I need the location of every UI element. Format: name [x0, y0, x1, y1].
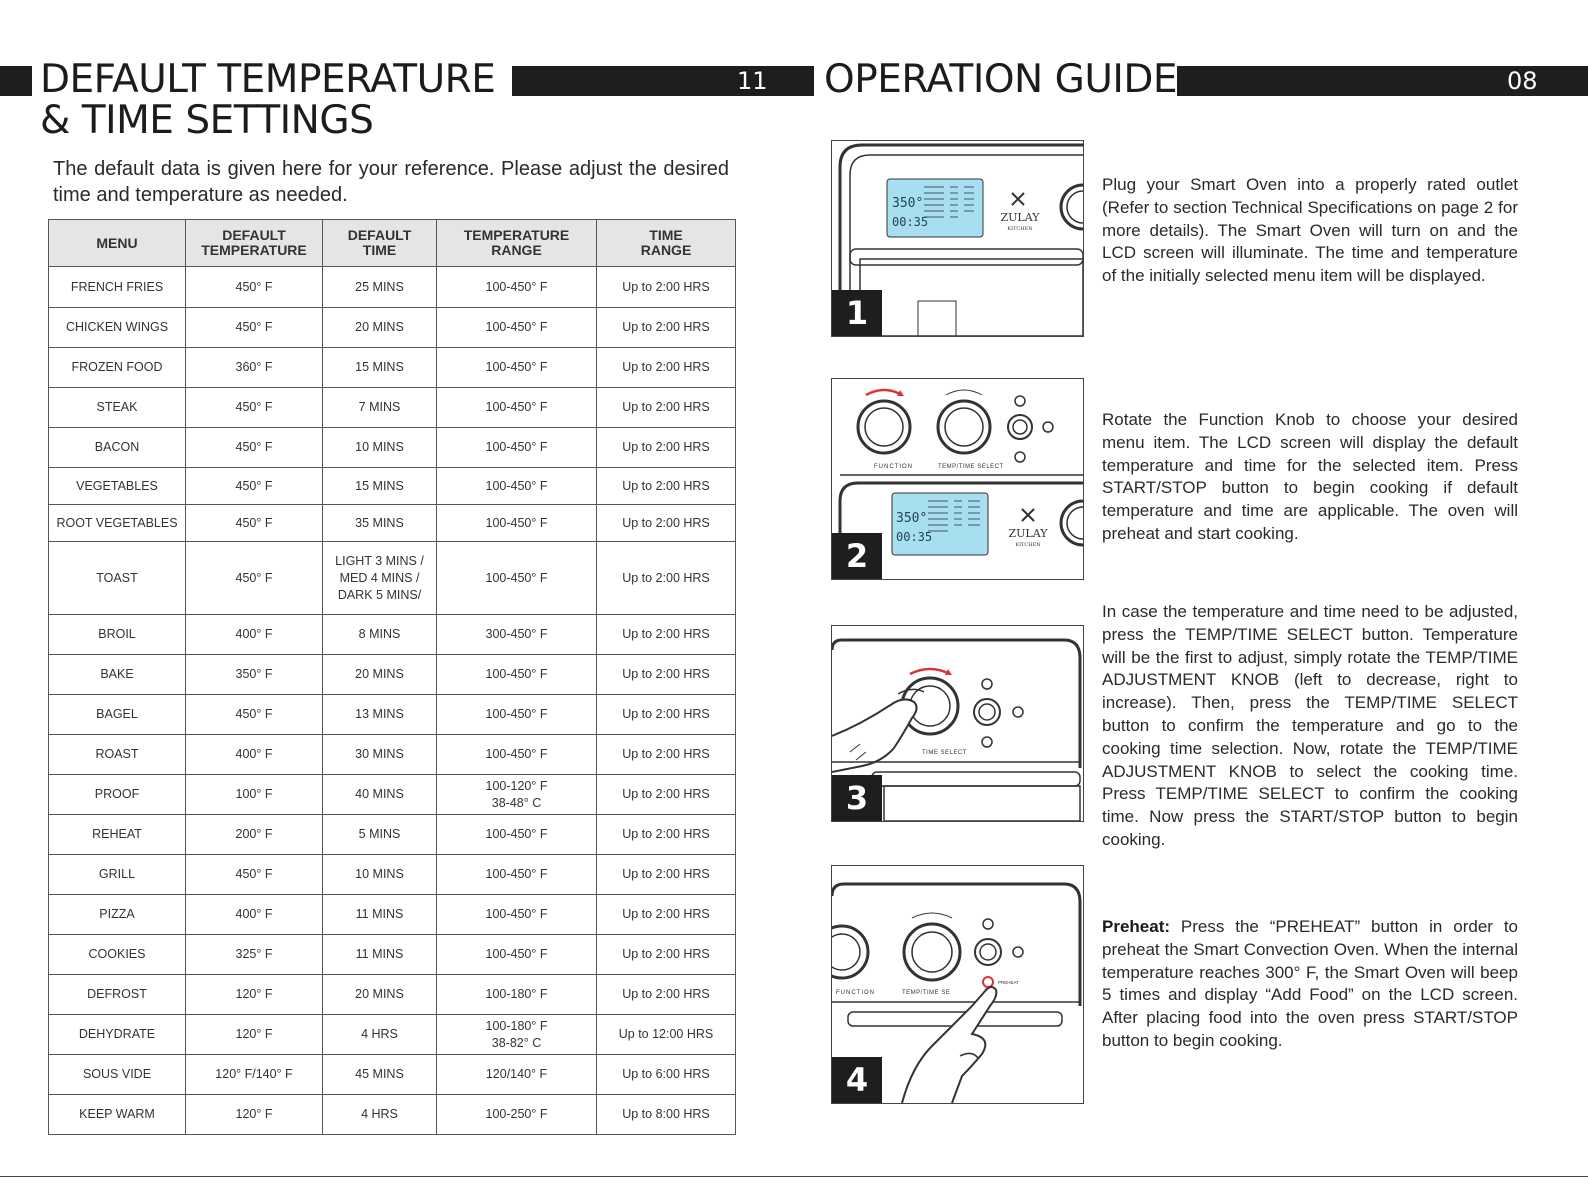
- label-function: FUNCTION: [874, 464, 913, 470]
- cell-line: Up to 2:00 HRS: [622, 667, 710, 681]
- table-cell: [186, 855, 323, 895]
- table-cell: [49, 1095, 186, 1135]
- table-cell: [597, 975, 736, 1015]
- cell-line: 100-450° F: [485, 360, 548, 374]
- cell-line: Up to 2:00 HRS: [622, 747, 710, 761]
- brand-logo: ZULAY: [1000, 211, 1040, 224]
- table-row: [49, 695, 736, 735]
- cell-line: BAGEL: [96, 707, 138, 721]
- table-cell: [323, 815, 437, 855]
- table-row: [49, 775, 736, 815]
- label-temp-time-4: TEMP/TIME SE: [902, 990, 951, 996]
- table-row: [49, 655, 736, 695]
- cell-line: ROOT VEGETABLES: [56, 515, 178, 530]
- cell-line: COOKIES: [88, 947, 146, 961]
- page-bottom-rule: [0, 1176, 1588, 1177]
- cell-line: DEHYDRATE: [78, 1027, 156, 1041]
- table-cell: [49, 935, 186, 975]
- table-cell: [186, 388, 323, 428]
- table-cell: [323, 542, 437, 615]
- step-3-image: [831, 625, 1084, 822]
- cell-line: 45 MINS: [355, 1067, 404, 1081]
- cell-line: 100-450° F: [485, 400, 548, 414]
- step-1-image: [831, 140, 1084, 337]
- table-row: [49, 267, 736, 308]
- table-cell: [597, 855, 736, 895]
- table-cell: [186, 267, 323, 308]
- cell-line: 450° F: [235, 440, 273, 454]
- table-cell: [597, 1095, 736, 1135]
- cell-line: 15 MINS: [355, 360, 404, 374]
- table-cell: [437, 542, 597, 615]
- table-row: [49, 935, 736, 975]
- table-cell: [597, 348, 736, 388]
- table-cell: [323, 505, 437, 542]
- cell-line: LIGHT 3 MINS /: [335, 553, 424, 568]
- table-row: [49, 542, 736, 615]
- cell-line: MED 4 MINS /: [339, 570, 420, 585]
- cell-line: Up to 2:00 HRS: [622, 867, 710, 881]
- cell-line: Up to 2:00 HRS: [622, 907, 710, 921]
- table-cell: [186, 775, 323, 815]
- table-row: [49, 615, 736, 655]
- step-3-number: 3: [832, 775, 882, 821]
- table-cell: [437, 1095, 597, 1135]
- table-cell: [186, 735, 323, 775]
- cell-line: 15 MINS: [355, 478, 404, 493]
- table-cell: [323, 1015, 437, 1055]
- table-cell: [49, 895, 186, 935]
- column-header-line: TIME: [362, 242, 397, 258]
- cell-line: 11 MINS: [355, 907, 404, 921]
- table-cell: [597, 428, 736, 468]
- table-cell: [186, 895, 323, 935]
- cell-line: BACON: [94, 440, 140, 454]
- step-1-text: Plug your Smart Oven into a properly rated outlet (Refer to section Technical Specifications on page 2 for more details). The Smart Oven will turn on and the LCD screen will illuminate. The time and temperature of the initially selected menu item will be displayed.: [1102, 175, 1518, 286]
- brand-logo-sub: KITCHEN: [1007, 226, 1033, 232]
- table-cell: [49, 505, 186, 542]
- cell-line: 100-450° F: [485, 707, 548, 721]
- cell-line: 100-450° F: [485, 478, 548, 493]
- cell-line: 120° F: [235, 1107, 273, 1121]
- table-cell: [323, 935, 437, 975]
- table-cell: [186, 505, 323, 542]
- table-cell: [437, 1015, 597, 1055]
- left-page-number: 11: [737, 67, 768, 95]
- brand-logo-sub-2: KITCHEN: [1015, 542, 1041, 548]
- table-cell: [437, 895, 597, 935]
- table-cell: [437, 775, 597, 815]
- table-cell: [186, 615, 323, 655]
- step-1-number: 1: [832, 290, 882, 336]
- right-title-bar: [1177, 66, 1588, 96]
- table-cell: [323, 735, 437, 775]
- cell-line: 20 MINS: [355, 667, 404, 681]
- cell-line: 120° F/140° F: [215, 1067, 293, 1081]
- table-cell: [49, 308, 186, 348]
- cell-line: BAKE: [100, 667, 134, 681]
- table-row: [49, 308, 736, 348]
- lcd-temp-2: 350°: [896, 511, 928, 526]
- table-cell: [597, 735, 736, 775]
- table-cell: [323, 348, 437, 388]
- lcd-time-2: 00:35: [896, 530, 933, 544]
- step-2-text: Rotate the Function Knob to choose your desired menu item. The LCD screen will display the default temperature and time for the selected item. Press START/STOP button to begin cooking if default temperature and time are applicable. The oven will preheat and start cooking.: [1102, 410, 1518, 543]
- label-function-4: FUNCTION: [836, 990, 875, 996]
- cell-line: Up to 2:00 HRS: [622, 360, 710, 374]
- table-cell: [186, 1095, 323, 1135]
- step-4-body: Press the “PREHEAT” button in order to preheat the Smart Convection Oven. When the internal temperature reaches 300° F, the Smart Oven will beep 5 times and display “Add Food” on the LCD screen. After placing food into the oven press START/STOP button to begin cooking.: [1102, 917, 1518, 1050]
- table-cell: [437, 855, 597, 895]
- step-4-text: [1102, 916, 1518, 1053]
- cell-line: 450° F: [235, 320, 273, 334]
- table-cell: [49, 428, 186, 468]
- table-cell: [597, 468, 736, 505]
- right-page-number: 08: [1507, 67, 1538, 95]
- column-header-line: DEFAULT: [222, 227, 286, 243]
- table-cell: [437, 428, 597, 468]
- column-header-line: TEMPERATURE: [201, 242, 307, 258]
- table-cell: [49, 1015, 186, 1055]
- cell-line: Up to 2:00 HRS: [622, 440, 710, 454]
- table-row: [49, 505, 736, 542]
- step-4-image: [831, 865, 1084, 1104]
- table-cell: [186, 308, 323, 348]
- cell-line: BROIL: [98, 627, 136, 641]
- table-row: [49, 815, 736, 855]
- cell-line: 450° F: [235, 707, 273, 721]
- default-settings-table: [48, 219, 736, 1135]
- table-row: [49, 735, 736, 775]
- table-row: [49, 855, 736, 895]
- table-cell: [437, 615, 597, 655]
- cell-line: Up to 2:00 HRS: [622, 320, 710, 334]
- table-cell: [49, 348, 186, 388]
- right-title: OPERATION GUIDE: [824, 57, 1178, 102]
- cell-line: 350° F: [235, 667, 273, 681]
- table-cell: [437, 505, 597, 542]
- cell-line: 40 MINS: [355, 787, 404, 801]
- cell-line: 120° F: [235, 987, 273, 1001]
- cell-line: 100-120° F: [485, 778, 548, 793]
- cell-line: Up to 2:00 HRS: [622, 947, 710, 961]
- cell-line: PIZZA: [99, 907, 135, 921]
- table-cell: [49, 855, 186, 895]
- table-cell: [49, 695, 186, 735]
- column-header: [186, 220, 323, 267]
- cell-line: 38-82° C: [491, 1035, 542, 1050]
- cell-line: Up to 2:00 HRS: [622, 987, 710, 1001]
- table-row: [49, 388, 736, 428]
- cell-line: 4 HRS: [361, 1027, 398, 1041]
- cell-line: 450° F: [235, 279, 273, 294]
- cell-line: Up to 2:00 HRS: [622, 570, 710, 585]
- table-cell: [597, 655, 736, 695]
- column-header-line: RANGE: [491, 242, 542, 258]
- cell-line: Up to 8:00 HRS: [622, 1107, 710, 1121]
- column-header: [437, 220, 597, 267]
- table-cell: [186, 348, 323, 388]
- cell-line: 38-48° C: [491, 795, 542, 810]
- table-cell: [49, 1055, 186, 1095]
- cell-line: 4 HRS: [361, 1107, 398, 1121]
- column-header-line: TIME: [649, 227, 683, 243]
- step-4-bold-label: Preheat:: [1102, 917, 1171, 936]
- table-cell: [323, 775, 437, 815]
- table-cell: [323, 655, 437, 695]
- table-cell: [49, 735, 186, 775]
- table-cell: [323, 267, 437, 308]
- table-cell: [437, 1055, 597, 1095]
- cell-line: 100-450° F: [485, 570, 548, 585]
- cell-line: 100-180° F: [485, 1018, 548, 1033]
- cell-line: 360° F: [235, 360, 273, 374]
- table-cell: [186, 468, 323, 505]
- cell-line: 100-450° F: [485, 947, 548, 961]
- cell-line: Up to 2:00 HRS: [622, 627, 710, 641]
- table-cell: [49, 468, 186, 505]
- cell-line: Up to 12:00 HRS: [618, 1027, 714, 1041]
- table-cell: [437, 308, 597, 348]
- table-cell: [597, 1055, 736, 1095]
- table-cell: [49, 542, 186, 615]
- table-cell: [186, 542, 323, 615]
- table-cell: [597, 815, 736, 855]
- intro-paragraph: The default data is given here for your reference. Please adjust the desired time and temperature as needed.: [53, 158, 729, 206]
- table-cell: [437, 655, 597, 695]
- cell-line: Up to 2:00 HRS: [622, 515, 710, 530]
- table-cell: [597, 505, 736, 542]
- label-preheat: PREHEAT: [998, 980, 1019, 985]
- table-cell: [186, 655, 323, 695]
- step-4-number: 4: [832, 1057, 882, 1103]
- table-cell: [186, 695, 323, 735]
- cell-line: Up to 2:00 HRS: [622, 400, 710, 414]
- table-cell: [597, 615, 736, 655]
- table-row: [49, 975, 736, 1015]
- table-cell: [437, 388, 597, 428]
- table-cell: [323, 855, 437, 895]
- cell-line: KEEP WARM: [79, 1107, 155, 1121]
- cell-line: 100-180° F: [485, 987, 548, 1001]
- table-header-row: [49, 220, 736, 267]
- left-title-bar-stub: [0, 66, 32, 96]
- left-title-line-2: & TIME SETTINGS: [40, 98, 374, 143]
- column-header-line: DEFAULT: [347, 227, 412, 243]
- table-cell: [323, 468, 437, 505]
- table-cell: [437, 735, 597, 775]
- brand-logo-2: ZULAY: [1008, 527, 1048, 540]
- cell-line: 100-450° F: [485, 320, 548, 334]
- cell-line: 200° F: [235, 827, 273, 841]
- cell-line: 450° F: [235, 570, 273, 585]
- table-cell: [186, 935, 323, 975]
- cell-line: CHICKEN WINGS: [65, 320, 169, 334]
- table-cell: [597, 308, 736, 348]
- column-header: [597, 220, 736, 267]
- table-cell: [323, 308, 437, 348]
- table-row: [49, 1055, 736, 1095]
- cell-line: 400° F: [235, 627, 273, 641]
- cell-line: 100-450° F: [485, 667, 548, 681]
- table-cell: [323, 1055, 437, 1095]
- step-3-text: In case the temperature and time need to be adjusted, press the TEMP/TIME SELECT button. Temperature will be the first to adjust, simply rotate the TEMP/TIME ADJUSTMENT KNOB (left to decrease, right to increase). Then, press the TEMP/TIME SELECT button to confirm the temperature and go to the cooking time selection. Now, rotate the TEMP/TIME ADJUSTMENT KNOB to select the cooking time. Press TEMP/TIME SELECT to confirm the cooking time. Now press the START/STOP button to begin cooking.: [1102, 602, 1518, 849]
- cell-line: Up to 2:00 HRS: [622, 787, 710, 801]
- cell-line: ROAST: [95, 747, 139, 761]
- step-2-image: [831, 378, 1084, 580]
- cell-line: 120° F: [235, 1027, 273, 1041]
- step-2-number: 2: [832, 533, 882, 579]
- cell-line: DARK 5 MINS/: [337, 587, 422, 602]
- table-cell: [49, 655, 186, 695]
- cell-line: 400° F: [235, 907, 273, 921]
- table-cell: [323, 975, 437, 1015]
- table-row: [49, 1015, 736, 1055]
- cell-line: 120/140° F: [485, 1067, 548, 1081]
- label-time-select: TIME SELECT: [922, 750, 967, 756]
- cell-line: Up to 6:00 HRS: [622, 1067, 710, 1081]
- left-title-line-1: DEFAULT TEMPERATURE: [40, 57, 496, 102]
- table-cell: [49, 267, 186, 308]
- cell-line: VEGETABLES: [76, 478, 158, 493]
- table-header: [49, 220, 736, 267]
- table-cell: [323, 1095, 437, 1135]
- cell-line: SOUS VIDE: [82, 1067, 152, 1081]
- cell-line: 100-450° F: [485, 827, 548, 841]
- cell-line: DEFROST: [87, 987, 147, 1001]
- table-cell: [323, 388, 437, 428]
- table-cell: [49, 975, 186, 1015]
- column-header: [49, 220, 186, 267]
- cell-line: REHEAT: [92, 827, 142, 841]
- table-cell: [437, 975, 597, 1015]
- column-header: [323, 220, 437, 267]
- cell-line: FRENCH FRIES: [70, 279, 164, 294]
- table-cell: [323, 895, 437, 935]
- cell-line: 10 MINS: [355, 867, 404, 881]
- table-row: [49, 468, 736, 505]
- table-cell: [49, 775, 186, 815]
- table-row: [49, 895, 736, 935]
- label-temp-time-select: TEMP/TIME SELECT: [938, 464, 1004, 470]
- table-cell: [323, 695, 437, 735]
- table-cell: [437, 935, 597, 975]
- cell-line: 450° F: [235, 478, 273, 493]
- table-row: [49, 348, 736, 388]
- cell-line: 100° F: [235, 787, 273, 801]
- cell-line: 20 MINS: [355, 320, 404, 334]
- cell-line: 10 MINS: [355, 440, 404, 454]
- cell-line: 450° F: [235, 400, 273, 414]
- cell-line: 100-450° F: [485, 907, 548, 921]
- table-cell: [437, 815, 597, 855]
- table-cell: [186, 428, 323, 468]
- cell-line: 450° F: [235, 867, 273, 881]
- table-cell: [186, 1055, 323, 1095]
- cell-line: STEAK: [96, 400, 138, 414]
- cell-line: 35 MINS: [355, 515, 404, 530]
- table-row: [49, 1095, 736, 1135]
- cell-line: 25 MINS: [355, 279, 404, 294]
- cell-line: FROZEN FOOD: [71, 360, 163, 374]
- table-cell: [597, 388, 736, 428]
- table-cell: [186, 975, 323, 1015]
- cell-line: 100-250° F: [485, 1107, 548, 1121]
- cell-line: Up to 2:00 HRS: [622, 478, 710, 493]
- cell-line: 450° F: [235, 515, 273, 530]
- table-cell: [186, 815, 323, 855]
- column-header-line: RANGE: [640, 242, 692, 258]
- table-cell: [597, 935, 736, 975]
- table-cell: [323, 428, 437, 468]
- table-cell: [597, 267, 736, 308]
- cell-line: 300-450° F: [485, 627, 548, 641]
- table-cell: [323, 615, 437, 655]
- cell-line: 100-450° F: [485, 279, 548, 294]
- cell-line: 400° F: [235, 747, 273, 761]
- cell-line: 7 MINS: [358, 400, 401, 414]
- cell-line: 13 MINS: [355, 707, 404, 721]
- lcd-temp: 350°: [892, 196, 924, 211]
- table-cell: [437, 267, 597, 308]
- cell-line: TOAST: [96, 570, 138, 585]
- cell-line: 8 MINS: [358, 627, 401, 641]
- cell-line: 100-450° F: [485, 747, 548, 761]
- table-cell: [49, 815, 186, 855]
- cell-line: Up to 2:00 HRS: [622, 707, 710, 721]
- table-cell: [49, 388, 186, 428]
- cell-line: 325° F: [235, 947, 273, 961]
- column-header-line: TEMPERATURE: [463, 227, 570, 243]
- column-header-line: MENU: [96, 234, 138, 251]
- cell-line: 100-450° F: [485, 515, 548, 530]
- table-cell: [597, 542, 736, 615]
- table-cell: [597, 775, 736, 815]
- cell-line: 100-450° F: [485, 867, 548, 881]
- cell-line: 20 MINS: [355, 987, 404, 1001]
- cell-line: 100-450° F: [485, 440, 548, 454]
- lcd-time: 00:35: [892, 215, 929, 229]
- table-cell: [437, 348, 597, 388]
- table-cell: [597, 695, 736, 735]
- table-cell: [437, 695, 597, 735]
- table-cell: [597, 1015, 736, 1055]
- table-body: [49, 267, 736, 1135]
- cell-line: Up to 2:00 HRS: [622, 279, 710, 294]
- table-cell: [49, 615, 186, 655]
- cell-line: Up to 2:00 HRS: [622, 827, 710, 841]
- table-cell: [186, 1015, 323, 1055]
- cell-line: 11 MINS: [355, 947, 404, 961]
- cell-line: PROOF: [94, 787, 140, 801]
- left-title-bar: [512, 66, 814, 96]
- cell-line: 5 MINS: [358, 827, 401, 841]
- cell-line: GRILL: [98, 867, 136, 881]
- table-cell: [597, 895, 736, 935]
- cell-line: 30 MINS: [355, 747, 404, 761]
- table-cell: [437, 468, 597, 505]
- table-row: [49, 428, 736, 468]
